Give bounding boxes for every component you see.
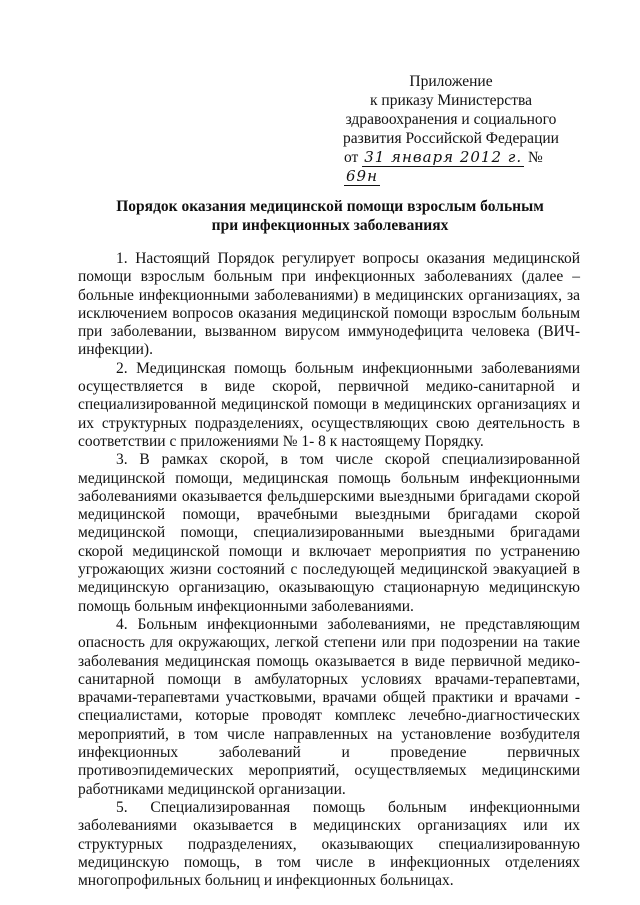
document-body — [78, 250, 580, 890]
number-prefix: № — [528, 149, 543, 166]
document-title — [60, 197, 600, 235]
paragraph-2: 2. Медицинская помощь больным инфекционными заболеваниями осуществляется в виде скорой, первичной медико-санитарной и специализированной медицинской помощи в медицинских организациях и их структурных подразделениях, осуществляющих свою деятельность в соответствии с приложениями № 1- 8 к настоящему Порядку. — [78, 359, 580, 450]
handwritten-date: 31 января 2012 г. — [364, 148, 523, 166]
appendix-line-3: здравоохранения и социального — [345, 111, 557, 128]
appendix-line-4: развития Российской Федерации — [343, 130, 559, 147]
paragraph-5: 5. Специализированная помощь больным инфекционными заболеваниями оказывается в медицинских организациях или их структурных подразделениях, оказывающих специализированную медицинскую помощь, в том числе в инфекционных отделениях многопрофильных больниц и инфекционных больницах. — [78, 798, 580, 890]
appendix-line-2: к приказу Министерства — [370, 92, 532, 109]
title-line-2: при инфекционных заболеваниях — [211, 217, 449, 234]
handwritten-number: 69н — [346, 167, 378, 185]
paragraph-3: 3. В рамках скорой, в том числе скорой специализированной медицинской помощи, медицинская помощь больным инфекционными заболеваниями оказывается фельдшерскими выездными бригадами скорой медицинской помощи, врачебными выездными бригадами скорой медицинской помощи, специализированными выездными бригадами скорой медицинской помощи и включает мероприятия по устранению угрожающих жизни состояний с последующей медицинской эвакуацией в медицинскую организацию, оказывающую стационарную медицинскую помощь больным инфекционными заболеваниями. — [78, 451, 580, 615]
paragraph-4: 4. Больным инфекционными заболеваниями, не представляющим опасность для окружающих, легкой степени или при подозрении на такие заболевания медицинская помощь оказывается в виде первичной медико-санитарной помощи в амбулаторных условиях врачами-терапевтами, врачами-терапевтами участковыми, врачами общей практики и врачами - специалистами, которые проводят комплекс лечебно-диагностических мероприятий, в том числе направленных на установление возбудителя инфекционных заболеваний и проведение первичных противоэпидемических мероприятий, осуществляемых медицинскими работниками медицинской организации. — [78, 615, 580, 798]
paragraph-1: 1. Настоящий Порядок регулирует вопросы оказания медицинской помощи взрослым больным при инфекционных заболеваниях (далее – больные инфекционными заболеваниями) в медицинских организациях, за исключением вопросов оказания медицинской помощи взрослым больным при заболевании, вызванном вирусом иммунодефицита человека (ВИЧ-инфекции). — [78, 250, 580, 359]
title-line-1: Порядок оказания медицинской помощи взрослым больным — [116, 198, 544, 215]
date-prefix: от — [344, 149, 359, 166]
appendix-header — [320, 72, 582, 186]
order-date-line — [320, 148, 582, 186]
appendix-line-1: Приложение — [409, 73, 493, 90]
